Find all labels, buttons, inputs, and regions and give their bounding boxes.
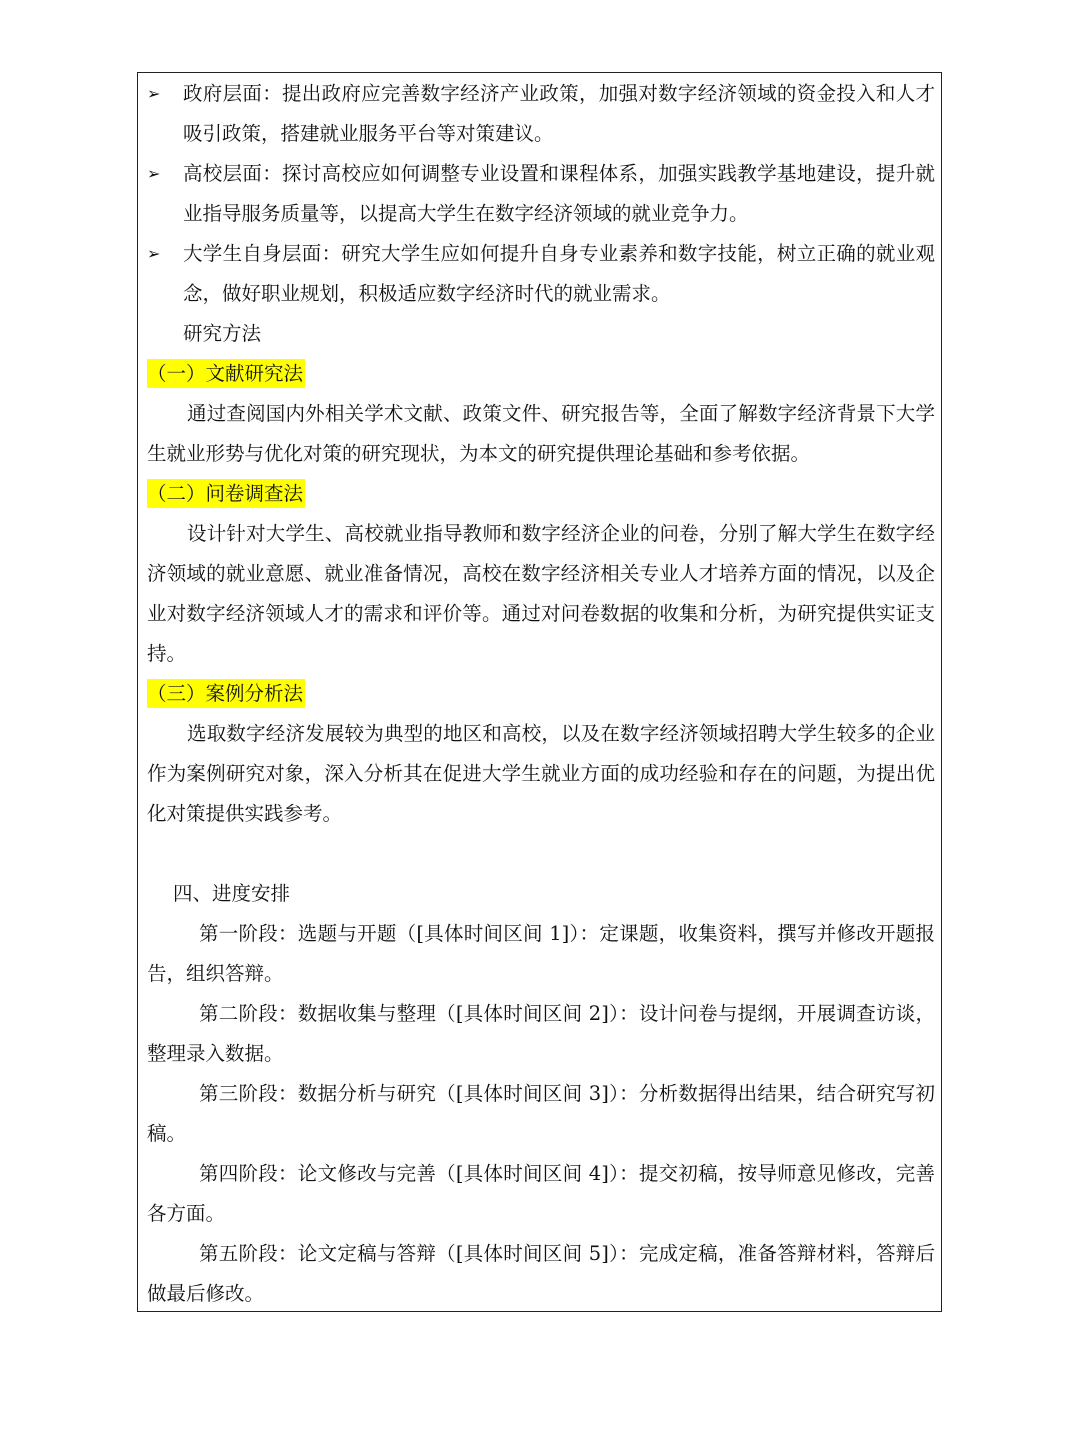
methods-heading: 研究方法 — [183, 322, 262, 345]
schedule-heading: 四、进度安排 — [173, 882, 291, 905]
highlighted-heading: （三）案例分析法 — [147, 679, 305, 708]
bullet-university — [147, 154, 935, 234]
arrow-bullet-icon: ➢ — [147, 164, 161, 183]
method-title-case — [147, 674, 935, 714]
document-body — [147, 74, 935, 1314]
arrow-bullet-icon: ➢ — [147, 244, 161, 263]
method-title-literature — [147, 354, 935, 394]
schedule-stage-2: 第二阶段：数据收集与整理（[具体时间区间 2]）：设计问卷与提纲，开展调查访谈，整理录入数据。 — [147, 1002, 935, 1065]
blank-line — [147, 834, 935, 874]
bullet-text: 大学生自身层面：研究大学生应如何提升自身专业素养和数字技能，树立正确的就业观念，做好职业规划，积极适应数字经济时代的就业需求。 — [183, 242, 935, 305]
method-body-survey: 设计针对大学生、高校就业指导教师和数字经济企业的问卷，分别了解大学生在数字经济领域的就业意愿、就业准备情况，高校在数字经济相关专业人才培养方面的情况，以及企业对数字经济领域人才的需求和评价等。通过对问卷数据的收集和分析，为研究提供实证支持。 — [147, 522, 935, 665]
schedule-stage-3: 第三阶段：数据分析与研究（[具体时间区间 3]）：分析数据得出结果，结合研究写初稿。 — [147, 1082, 935, 1145]
highlighted-heading: （一）文献研究法 — [147, 359, 305, 388]
method-body-case: 选取数字经济发展较为典型的地区和高校，以及在数字经济领域招聘大学生较多的企业作为案例研究对象，深入分析其在促进大学生就业方面的成功经验和存在的问题，为提出优化对策提供实践参考。 — [147, 722, 935, 825]
schedule-stage-5: 第五阶段：论文定稿与答辩（[具体时间区间 5]）：完成定稿，准备答辩材料，答辩后做最后修改。 — [147, 1242, 935, 1305]
method-body-literature: 通过查阅国内外相关学术文献、政策文件、研究报告等，全面了解数字经济背景下大学生就业形势与优化对策的研究现状，为本文的研究提供理论基础和参考依据。 — [147, 402, 935, 465]
bullet-government — [147, 74, 935, 154]
arrow-bullet-icon: ➢ — [147, 84, 161, 103]
highlighted-heading: （二）问卷调查法 — [147, 479, 305, 508]
method-title-survey — [147, 474, 935, 514]
bullet-text: 高校层面：探讨高校应如何调整专业设置和课程体系，加强实践教学基地建设，提升就业指导服务质量等，以提高大学生在数字经济领域的就业竞争力。 — [183, 162, 935, 225]
bullet-text: 政府层面：提出政府应完善数字经济产业政策，加强对数字经济领域的资金投入和人才吸引政策，搭建就业服务平台等对策建议。 — [183, 82, 935, 145]
bullet-students — [147, 234, 935, 314]
schedule-stage-1: 第一阶段：选题与开题（[具体时间区间 1]）：定课题，收集资料，撰写并修改开题报告，组织答辩。 — [147, 922, 935, 985]
schedule-stage-4: 第四阶段：论文修改与完善（[具体时间区间 4]）：提交初稿，按导师意见修改，完善各方面。 — [147, 1162, 935, 1225]
